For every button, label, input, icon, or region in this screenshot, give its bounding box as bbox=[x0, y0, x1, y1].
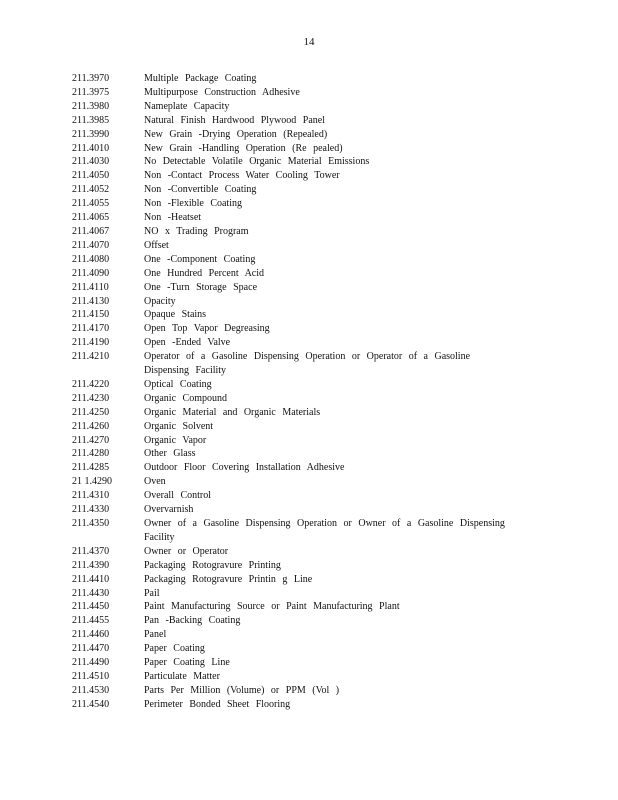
list-item bbox=[72, 406, 542, 420]
list-item bbox=[72, 503, 542, 517]
section-number: 211.4130 bbox=[72, 295, 110, 307]
list-item bbox=[72, 183, 542, 197]
section-number: 211.4455 bbox=[72, 615, 110, 627]
defined-term: Optical Coating bbox=[144, 378, 212, 390]
defined-term: Overvarnish bbox=[144, 504, 194, 516]
defined-term: Packaging Rotogravure Printing bbox=[144, 559, 281, 571]
defined-term: Owner of a Gasoline Dispensing Operation or Owner of a Gasoline Dispensing Facility bbox=[144, 518, 505, 543]
defined-term: Opaque Stains bbox=[144, 309, 207, 321]
section-number: 211.4070 bbox=[72, 239, 110, 251]
defined-term: Natural Finish Hardwood Plywood Panel bbox=[144, 114, 325, 126]
defined-term: Organic Vapor bbox=[144, 434, 207, 446]
list-item bbox=[72, 128, 542, 142]
defined-term: Organic Solvent bbox=[144, 420, 214, 432]
list-item bbox=[72, 155, 542, 169]
section-number: 211.4030 bbox=[72, 156, 110, 168]
section-number: 211.3970 bbox=[72, 73, 110, 84]
defined-term: Parts Per Million (Volume) or PPM (Vol ) bbox=[144, 684, 340, 696]
list-item bbox=[72, 322, 542, 336]
section-number: 211.4052 bbox=[72, 184, 110, 196]
list-item bbox=[72, 614, 542, 628]
page-number: 14 bbox=[303, 36, 315, 48]
list-item bbox=[72, 281, 542, 295]
section-number: 211.4067 bbox=[72, 225, 110, 237]
defined-term: New Grain -Drying Operation (Repealed) bbox=[144, 128, 328, 140]
section-number: 211.4410 bbox=[72, 573, 110, 585]
list-item bbox=[72, 642, 542, 656]
defined-term: One -Component Coating bbox=[144, 253, 256, 265]
defined-term: Multipurpose Construction Adhesive bbox=[144, 86, 300, 98]
defined-term: Nameplate Capacity bbox=[144, 100, 230, 112]
list-item bbox=[72, 253, 542, 267]
defined-term: Organic Compound bbox=[144, 392, 227, 404]
section-number: 211.4470 bbox=[72, 643, 110, 655]
definitions-list bbox=[72, 72, 542, 712]
section-number: 211.4530 bbox=[72, 684, 110, 696]
list-item bbox=[72, 100, 542, 114]
list-item bbox=[72, 461, 542, 475]
list-item bbox=[72, 573, 542, 587]
section-number: 211.4510 bbox=[72, 670, 110, 682]
list-item bbox=[72, 72, 542, 86]
section-number: 211.3975 bbox=[72, 86, 110, 98]
section-number: 211.4350 bbox=[72, 518, 110, 529]
list-item bbox=[72, 239, 542, 253]
list-item bbox=[72, 420, 542, 434]
list-item bbox=[72, 211, 542, 225]
list-item bbox=[72, 559, 542, 573]
defined-term: Operator of a Gasoline Dispensing Operation or Operator of a Gasoline Dispensing Facility bbox=[144, 351, 471, 377]
list-item bbox=[72, 489, 542, 503]
list-item bbox=[72, 169, 542, 183]
section-number: 211.4210 bbox=[72, 351, 110, 363]
section-number: 211.4190 bbox=[72, 337, 110, 349]
defined-term: Organic Material and Organic Materials bbox=[144, 406, 321, 418]
section-number: 211.4310 bbox=[72, 490, 110, 502]
section-number: 211.4280 bbox=[72, 448, 110, 460]
defined-term: Offset bbox=[144, 239, 169, 251]
section-number: 211.3990 bbox=[72, 128, 110, 140]
section-number: 211.4250 bbox=[72, 406, 110, 418]
section-number: 211.4230 bbox=[72, 392, 110, 404]
list-item bbox=[72, 545, 542, 559]
list-item bbox=[72, 295, 542, 309]
defined-term: Paper Coating bbox=[144, 643, 205, 655]
list-item bbox=[72, 475, 542, 489]
list-item bbox=[72, 225, 542, 239]
section-number: 211.3985 bbox=[72, 114, 110, 126]
section-number: 211.4490 bbox=[72, 657, 110, 669]
defined-term: Paint Manufacturing Source or Paint Manufacturing Plant bbox=[144, 601, 400, 613]
defined-term: Non -Flexible Coating bbox=[144, 198, 242, 210]
list-item bbox=[72, 267, 542, 281]
defined-term: Pail bbox=[144, 587, 160, 599]
defined-term: Open Top Vapor Degreasing bbox=[144, 323, 270, 335]
list-item bbox=[72, 434, 542, 448]
section-number: 211.3980 bbox=[72, 100, 110, 112]
list-item bbox=[72, 517, 542, 545]
defined-term: Oven bbox=[144, 476, 166, 488]
list-item bbox=[72, 350, 542, 378]
defined-term: Particulate Matter bbox=[144, 670, 220, 682]
defined-term: Perimeter Bonded Sheet Flooring bbox=[144, 698, 291, 710]
defined-term: No Detectable Volatile Organic Material Emissions bbox=[144, 156, 370, 168]
list-item bbox=[72, 142, 542, 156]
section-number: 211.4110 bbox=[72, 281, 109, 293]
section-number: 211.4080 bbox=[72, 253, 110, 265]
list-item bbox=[72, 684, 542, 698]
section-number: 211.4370 bbox=[72, 545, 110, 557]
section-number: 211.4220 bbox=[72, 378, 110, 390]
section-number: 211.4010 bbox=[72, 142, 110, 154]
defined-term: Outdoor Floor Covering Installation Adhesive bbox=[144, 462, 345, 474]
section-number: 211.4390 bbox=[72, 559, 110, 571]
section-number: 211.4260 bbox=[72, 420, 110, 432]
defined-term: Open -Ended Valve bbox=[144, 337, 231, 349]
section-number: 211.4170 bbox=[72, 323, 110, 335]
list-item bbox=[72, 628, 542, 642]
defined-term: Opacity bbox=[144, 295, 176, 307]
list-item bbox=[72, 197, 542, 211]
section-number: 211.4540 bbox=[72, 698, 110, 710]
section-number: 211.4430 bbox=[72, 587, 110, 599]
defined-term: Other Glass bbox=[144, 448, 196, 460]
section-number: 211.4055 bbox=[72, 198, 110, 210]
section-number: 211.4450 bbox=[72, 601, 110, 613]
section-number: 211.4460 bbox=[72, 629, 110, 641]
defined-term: New Grain -Handling Operation (Re pealed) bbox=[144, 142, 343, 154]
defined-term: Panel bbox=[144, 629, 167, 641]
section-number: 211.4090 bbox=[72, 267, 110, 279]
section-number: 211.4150 bbox=[72, 309, 110, 321]
list-item bbox=[72, 656, 542, 670]
section-number: 211.4270 bbox=[72, 434, 110, 446]
defined-term: Non -Convertible Coating bbox=[144, 184, 257, 196]
defined-term: Paper Coating Line bbox=[144, 657, 230, 669]
list-item bbox=[72, 378, 542, 392]
section-number: 211.4050 bbox=[72, 170, 110, 182]
list-item bbox=[72, 392, 542, 406]
defined-term: Pan -Backing Coating bbox=[144, 615, 241, 627]
defined-term: Multiple Package Coating bbox=[144, 73, 257, 84]
defined-term: Non -Heatset bbox=[144, 212, 202, 224]
defined-term: Owner or Operator bbox=[144, 545, 229, 557]
list-item bbox=[72, 308, 542, 322]
list-item bbox=[72, 587, 542, 601]
list-item bbox=[72, 698, 542, 712]
list-item bbox=[72, 114, 542, 128]
section-number: 211.4065 bbox=[72, 212, 110, 224]
defined-term: Non -Contact Process Water Cooling Tower bbox=[144, 170, 340, 182]
defined-term: Overall Control bbox=[144, 490, 212, 502]
section-number: 21 1.4290 bbox=[72, 476, 112, 488]
defined-term: One -Turn Storage Space bbox=[144, 281, 258, 293]
list-item bbox=[72, 447, 542, 461]
list-item bbox=[72, 86, 542, 100]
defined-term: One Hundred Percent Acid bbox=[144, 267, 265, 279]
defined-term: NO x Trading Program bbox=[144, 225, 249, 237]
list-item bbox=[72, 336, 542, 350]
section-number: 211.4330 bbox=[72, 504, 110, 516]
section-number: 211.4285 bbox=[72, 462, 110, 474]
list-item bbox=[72, 600, 542, 614]
defined-term: Packaging Rotogravure Printin g Line bbox=[144, 573, 313, 585]
list-item bbox=[72, 670, 542, 684]
